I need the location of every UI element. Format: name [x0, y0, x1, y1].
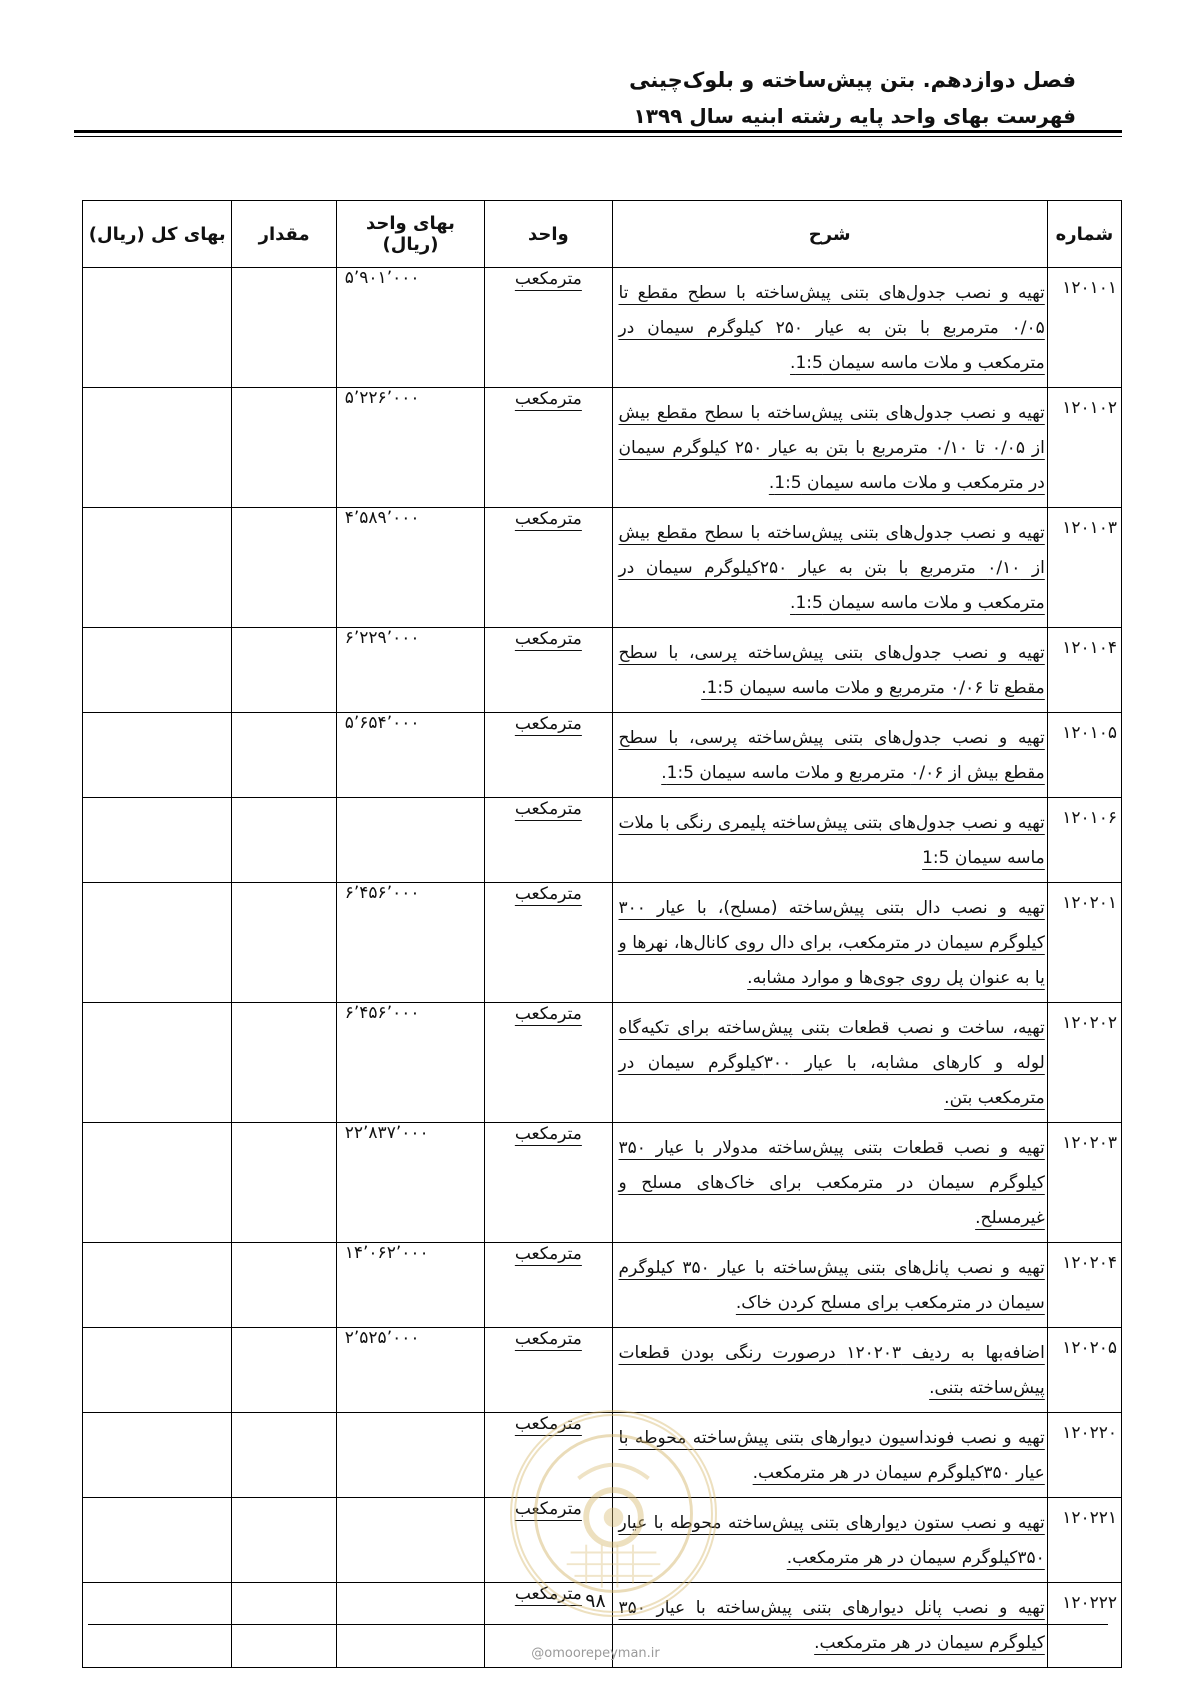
- item-total-cell[interactable]: [83, 388, 232, 508]
- page-number: ۹۸: [585, 1590, 606, 1612]
- item-quantity-cell[interactable]: [232, 388, 336, 508]
- item-description: تهیه و نصب دال بتنی پیش‌ساخته (مسلح)، با عیار ۳۰۰ کیلوگرم سیمان در مترمکعب، برای دال روی کانال‌ها، نهرها و یا به عنوان پل روی جوی‌ها و موارد مشابه.: [612, 883, 1047, 1003]
- item-quantity-cell[interactable]: [232, 508, 336, 628]
- item-unit-price: ۵٬۶۵۴٬۰۰۰: [336, 713, 484, 798]
- item-number: ۱۲۰۲۲۲: [1047, 1583, 1121, 1668]
- item-total-cell[interactable]: [83, 508, 232, 628]
- footer-rule: [88, 1624, 1108, 1625]
- table-row: [83, 1003, 1122, 1123]
- price-list-title: فهرست بهای واحد پایه رشته ابنیه سال ۱۳۹۹: [633, 104, 1076, 128]
- item-unit-price: [336, 1498, 484, 1583]
- table-header-row: [83, 201, 1122, 268]
- item-total-cell[interactable]: [83, 798, 232, 883]
- item-number: ۱۲۰۲۲۱: [1047, 1498, 1121, 1583]
- item-number: ۱۲۰۱۰۱: [1047, 268, 1121, 388]
- item-quantity-cell[interactable]: [232, 1003, 336, 1123]
- item-quantity-cell[interactable]: [232, 1243, 336, 1328]
- item-unit: مترمکعب: [485, 1003, 612, 1123]
- item-number: ۱۲۰۲۰۵: [1047, 1328, 1121, 1413]
- header-rule-thin: [74, 136, 1122, 137]
- item-quantity-cell[interactable]: [232, 798, 336, 883]
- table-row: [83, 1498, 1122, 1583]
- column-header-unit: واحد: [485, 201, 612, 268]
- item-description: تهیه و نصب جدول‌های بتنی پیش‌ساخته پرسی، با سطح مقطع تا ۰/۰۶ مترمربع و ملات ماسه سیمان 1:5.: [612, 628, 1047, 713]
- item-total-cell[interactable]: [83, 713, 232, 798]
- item-number: ۱۲۰۲۲۰: [1047, 1413, 1121, 1498]
- item-total-cell[interactable]: [83, 1328, 232, 1413]
- table-row: [83, 883, 1122, 1003]
- column-header-quantity: مقدار: [232, 201, 336, 268]
- item-unit: مترمکعب: [485, 1498, 612, 1583]
- item-unit: مترمکعب: [485, 1243, 612, 1328]
- item-description: اضافه‌بها به ردیف ۱۲۰۲۰۳ درصورت رنگی بودن قطعات پیش‌ساخته بتنی.: [612, 1328, 1047, 1413]
- column-header-total-price: بهای کل (ریال): [83, 201, 232, 268]
- item-unit: مترمکعب: [485, 1123, 612, 1243]
- item-total-cell[interactable]: [83, 1003, 232, 1123]
- item-description: تهیه و نصب فونداسیون دیوارهای بتنی پیش‌ساخته محوطه با عیار ۳۵۰کیلوگرم سیمان در هر مترمکعب.: [612, 1413, 1047, 1498]
- item-description: تهیه و نصب ستون دیوارهای بتنی پیش‌ساخته محوطه با عیار ۳۵۰کیلوگرم سیمان در هر مترمکعب.: [612, 1498, 1047, 1583]
- item-number: ۱۲۰۲۰۱: [1047, 883, 1121, 1003]
- item-total-cell[interactable]: [83, 883, 232, 1003]
- item-unit: مترمکعب: [485, 268, 612, 388]
- item-quantity-cell[interactable]: [232, 713, 336, 798]
- page-header: [176, 62, 1076, 134]
- item-unit-price: [336, 1413, 484, 1498]
- item-total-cell[interactable]: [83, 1243, 232, 1328]
- item-quantity-cell[interactable]: [232, 1328, 336, 1413]
- item-unit-price: ۶٬۴۵۶٬۰۰۰: [336, 1003, 484, 1123]
- item-total-cell[interactable]: [83, 1413, 232, 1498]
- item-number: ۱۲۰۱۰۵: [1047, 713, 1121, 798]
- item-description: تهیه و نصب جدول‌های بتنی پیش‌ساخته پرسی، با سطح مقطع بیش از ۰/۰۶ مترمربع و ملات ماسه سیمان 1:5.: [612, 713, 1047, 798]
- item-unit: مترمکعب: [485, 508, 612, 628]
- item-unit: مترمکعب: [485, 1328, 612, 1413]
- item-unit-price: ۵٬۲۲۶٬۰۰۰: [336, 388, 484, 508]
- item-quantity-cell[interactable]: [232, 268, 336, 388]
- item-quantity-cell[interactable]: [232, 628, 336, 713]
- item-quantity-cell[interactable]: [232, 1123, 336, 1243]
- item-unit-price: [336, 798, 484, 883]
- item-description: تهیه و نصب پانل دیوارهای بتنی پیش‌ساخته با عیار ۳۵۰ کیلوگرم سیمان در هر مترمکعب.: [612, 1583, 1047, 1668]
- table-row: [83, 268, 1122, 388]
- item-unit-price: ۶٬۲۲۹٬۰۰۰: [336, 628, 484, 713]
- item-unit: مترمکعب: [485, 1583, 612, 1668]
- table-row: [83, 798, 1122, 883]
- table-row: [83, 1123, 1122, 1243]
- item-number: ۱۲۰۱۰۶: [1047, 798, 1121, 883]
- item-description: تهیه و نصب جدول‌های بتنی پیش‌ساخته با سطح مقطع بیش از ۰/۰۵ تا ۰/۱۰ مترمربع با بتن به عیار ۲۵۰ کیلوگرم سیمان در مترمکعب و ملات ماسه سیمان 1:5.: [612, 388, 1047, 508]
- item-quantity-cell[interactable]: [232, 1498, 336, 1583]
- item-number: ۱۲۰۲۰۳: [1047, 1123, 1121, 1243]
- item-number: ۱۲۰۲۰۲: [1047, 1003, 1121, 1123]
- item-unit: مترمکعب: [485, 388, 612, 508]
- item-number: ۱۲۰۱۰۳: [1047, 508, 1121, 628]
- item-unit-price: ۲۲٬۸۳۷٬۰۰۰: [336, 1123, 484, 1243]
- header-rule-thick: [74, 130, 1122, 133]
- price-table: [82, 200, 1122, 1668]
- item-quantity-cell[interactable]: [232, 883, 336, 1003]
- item-unit: مترمکعب: [485, 628, 612, 713]
- item-description: تهیه و نصب جدول‌های بتنی پیش‌ساخته پلیمری رنگی با ملات ماسه سیمان 1:5: [612, 798, 1047, 883]
- item-description: تهیه و نصب جدول‌های بتنی پیش‌ساخته با سطح مقطع تا ۰/۰۵ مترمربع با بتن به عیار ۲۵۰ کیلوگرم سیمان در مترمکعب و ملات ماسه سیمان 1:5.: [612, 268, 1047, 388]
- table-row: [83, 508, 1122, 628]
- item-unit: مترمکعب: [485, 713, 612, 798]
- item-total-cell[interactable]: [83, 1498, 232, 1583]
- item-unit-price: ۵٬۹۰۱٬۰۰۰: [336, 268, 484, 388]
- table-row: [83, 388, 1122, 508]
- table-row: [83, 1243, 1122, 1328]
- item-number: ۱۲۰۱۰۴: [1047, 628, 1121, 713]
- column-header-number: شماره: [1047, 201, 1121, 268]
- column-header-description: شرح: [612, 201, 1047, 268]
- website-watermark: @omoorepeyman.ir: [531, 1646, 660, 1661]
- item-total-cell[interactable]: [83, 1123, 232, 1243]
- item-unit-price: ۴٬۵۸۹٬۰۰۰: [336, 508, 484, 628]
- table-row: [83, 713, 1122, 798]
- item-description: تهیه و نصب پانل‌های بتنی پیش‌ساخته با عیار ۳۵۰ کیلوگرم سیمان در مترمکعب برای مسلح کردن خاک.: [612, 1243, 1047, 1328]
- item-unit-price: ۲٬۵۲۵٬۰۰۰: [336, 1328, 484, 1413]
- item-unit-price: ۱۴٬۰۶۲٬۰۰۰: [336, 1243, 484, 1328]
- item-unit: مترمکعب: [485, 1413, 612, 1498]
- item-total-cell[interactable]: [83, 268, 232, 388]
- item-quantity-cell[interactable]: [232, 1413, 336, 1498]
- item-description: تهیه و نصب جدول‌های بتنی پیش‌ساخته با سطح مقطع بیش از ۰/۱۰ مترمربع با بتن به عیار ۲۵۰کیلوگرم سیمان در مترمکعب و ملات ماسه سیمان 1:5.: [612, 508, 1047, 628]
- item-unit-price: ۶٬۴۵۶٬۰۰۰: [336, 883, 484, 1003]
- column-header-unit-price: بهای واحد (ریال): [336, 201, 484, 268]
- table-row: [83, 1413, 1122, 1498]
- item-number: ۱۲۰۱۰۲: [1047, 388, 1121, 508]
- table-row: [83, 1328, 1122, 1413]
- table-row: [83, 628, 1122, 713]
- item-description: تهیه و نصب قطعات بتنی پیش‌ساخته مدولار با عیار ۳۵۰ کیلوگرم سیمان در مترمکعب برای خاک‌های مسلح و غیرمسلح.: [612, 1123, 1047, 1243]
- item-number: ۱۲۰۲۰۴: [1047, 1243, 1121, 1328]
- item-unit: مترمکعب: [485, 883, 612, 1003]
- item-total-cell[interactable]: [83, 628, 232, 713]
- item-unit: مترمکعب: [485, 798, 612, 883]
- item-description: تهیه، ساخت و نصب قطعات بتنی پیش‌ساخته برای تکیه‌گاه لوله و کارهای مشابه، با عیار ۳۰۰کیلوگرم سیمان در مترمکعب بتن.: [612, 1003, 1047, 1123]
- chapter-title: فصل دوازدهم. بتن پیش‌ساخته و بلوک‌چینی: [629, 68, 1076, 92]
